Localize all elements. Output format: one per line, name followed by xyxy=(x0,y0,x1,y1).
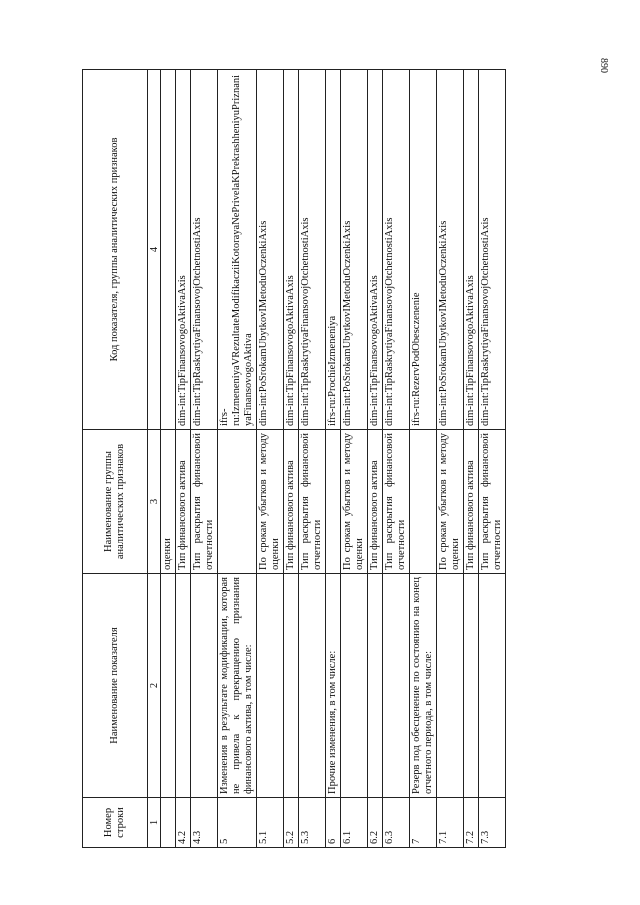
cell-row-number: 5.1 xyxy=(257,798,284,848)
cell-group-name: оценки xyxy=(161,430,176,574)
cell-row-number: 5.2 xyxy=(284,798,299,848)
table-row xyxy=(257,70,284,848)
cell-row-number: 7.1 xyxy=(437,798,464,848)
cell-code: dim-int:TipRaskrytiyaFinansovojOtchetnostiAxis xyxy=(299,70,326,430)
cell-row-number xyxy=(161,798,176,848)
table-row xyxy=(284,70,299,848)
table-row xyxy=(368,70,383,848)
cell-indicator-name xyxy=(299,574,326,798)
cell-indicator-name xyxy=(191,574,218,798)
cell-code: dim-int:TipFinansovogoAktivaAxis xyxy=(176,70,191,430)
column-number: 2 xyxy=(148,574,161,798)
table-row xyxy=(437,70,464,848)
cell-code: dim-int:TipRaskrytiyaFinansovojOtchetnostiAxis xyxy=(383,70,410,430)
cell-group-name xyxy=(218,430,257,574)
table-column-numbers-row xyxy=(148,70,161,848)
cell-code: dim-int:TipRaskrytiyaFinansovojOtchetnostiAxis xyxy=(191,70,218,430)
table-row xyxy=(479,70,506,848)
cell-code: dim-int:PoSrokamUbytkovIMetoduOczenkiAxis xyxy=(341,70,368,430)
cell-group-name: Тип финансового актива xyxy=(284,430,299,574)
cell-group-name: Тип финансового актива xyxy=(464,430,479,574)
table-row xyxy=(218,70,257,848)
cell-row-number: 5 xyxy=(218,798,257,848)
table-row xyxy=(383,70,410,848)
cell-indicator-name xyxy=(257,574,284,798)
cell-row-number: 6 xyxy=(326,798,341,848)
header-indicator-name: Наименование показателя xyxy=(83,574,148,798)
cell-code: dim-int:TipFinansovogoAktivaAxis xyxy=(464,70,479,430)
cell-code: dim-int:TipFinansovogoAktivaAxis xyxy=(284,70,299,430)
cell-group-name: Тип финансового актива xyxy=(176,430,191,574)
page-number xyxy=(596,58,610,78)
cell-indicator-name: Прочие изменения, в том числе: xyxy=(326,574,341,798)
cell-indicator-name: Изменения в результате модификации, которая не привела к прекращению признания финансового актива, в том числе: xyxy=(218,574,257,798)
cell-indicator-name xyxy=(341,574,368,798)
page-number-text: 890 xyxy=(598,58,609,73)
cell-code: dim-int:TipFinansovogoAktivaAxis xyxy=(368,70,383,430)
cell-indicator-name xyxy=(383,574,410,798)
column-number: 1 xyxy=(148,798,161,848)
table-row xyxy=(161,70,176,848)
cell-group-name: Тип раскрытия финансовой отчетности xyxy=(479,430,506,574)
column-number: 4 xyxy=(148,70,161,430)
cell-code: ifrs-ru:RezervPodObesczenenie xyxy=(410,70,437,430)
cell-indicator-name xyxy=(464,574,479,798)
cell-row-number: 6.3 xyxy=(383,798,410,848)
cell-group-name: По срокам убытков и методу оценки xyxy=(341,430,368,574)
header-code: Код показателя, группы аналитических признаков xyxy=(83,70,148,430)
cell-code: ifrs-ru:ProchieIzmeneniya xyxy=(326,70,341,430)
cell-indicator-name xyxy=(284,574,299,798)
cell-indicator-name xyxy=(176,574,191,798)
cell-indicator-name xyxy=(161,574,176,798)
cell-group-name xyxy=(326,430,341,574)
cell-row-number: 4.2 xyxy=(176,798,191,848)
cell-group-name: Тип раскрытия финансовой отчетности xyxy=(191,430,218,574)
cell-group-name: Тип финансового актива xyxy=(368,430,383,574)
cell-group-name: По срокам убытков и методу оценки xyxy=(437,430,464,574)
cell-group-name: Тип раскрытия финансовой отчетности xyxy=(299,430,326,574)
cell-row-number: 6.1 xyxy=(341,798,368,848)
table-row xyxy=(341,70,368,848)
cell-indicator-name: Резерв под обесценение по состоянию на конец отчетного периода, в том числе: xyxy=(410,574,437,798)
cell-code: dim-int:PoSrokamUbytkovIMetoduOczenkiAxis xyxy=(437,70,464,430)
cell-group-name xyxy=(410,430,437,574)
cell-code xyxy=(161,70,176,430)
cell-code: ifrs-ru:IzmeneniyaVRezultateModifikacziiKotorayaNePrivelaKPrekrashheniyuPriznaniyaFinansovogoAktiva xyxy=(218,70,257,430)
table-body xyxy=(161,70,506,848)
table-header-row xyxy=(83,70,148,848)
rotated-table-frame xyxy=(82,70,592,848)
cell-row-number: 4.3 xyxy=(191,798,218,848)
column-number: 3 xyxy=(148,430,161,574)
table-row xyxy=(191,70,218,848)
cell-row-number: 5.3 xyxy=(299,798,326,848)
table-row xyxy=(326,70,341,848)
cell-code: dim-int:TipRaskrytiyaFinansovojOtchetnostiAxis xyxy=(479,70,506,430)
indicator-table xyxy=(82,69,506,848)
table-row xyxy=(176,70,191,848)
header-group-name: Наименование группы аналитических признаков xyxy=(83,430,148,574)
cell-row-number: 7.2 xyxy=(464,798,479,848)
cell-row-number: 7 xyxy=(410,798,437,848)
cell-code: dim-int:PoSrokamUbytkovIMetoduOczenkiAxis xyxy=(257,70,284,430)
cell-row-number: 7.3 xyxy=(479,798,506,848)
cell-group-name: Тип раскрытия финансовой отчетности xyxy=(383,430,410,574)
table-row xyxy=(410,70,437,848)
cell-indicator-name xyxy=(479,574,506,798)
header-row-number: Номер строки xyxy=(83,798,148,848)
table-row xyxy=(464,70,479,848)
cell-indicator-name xyxy=(368,574,383,798)
cell-indicator-name xyxy=(437,574,464,798)
cell-row-number: 6.2 xyxy=(368,798,383,848)
table-row xyxy=(299,70,326,848)
cell-group-name: По срокам убытков и методу оценки xyxy=(257,430,284,574)
